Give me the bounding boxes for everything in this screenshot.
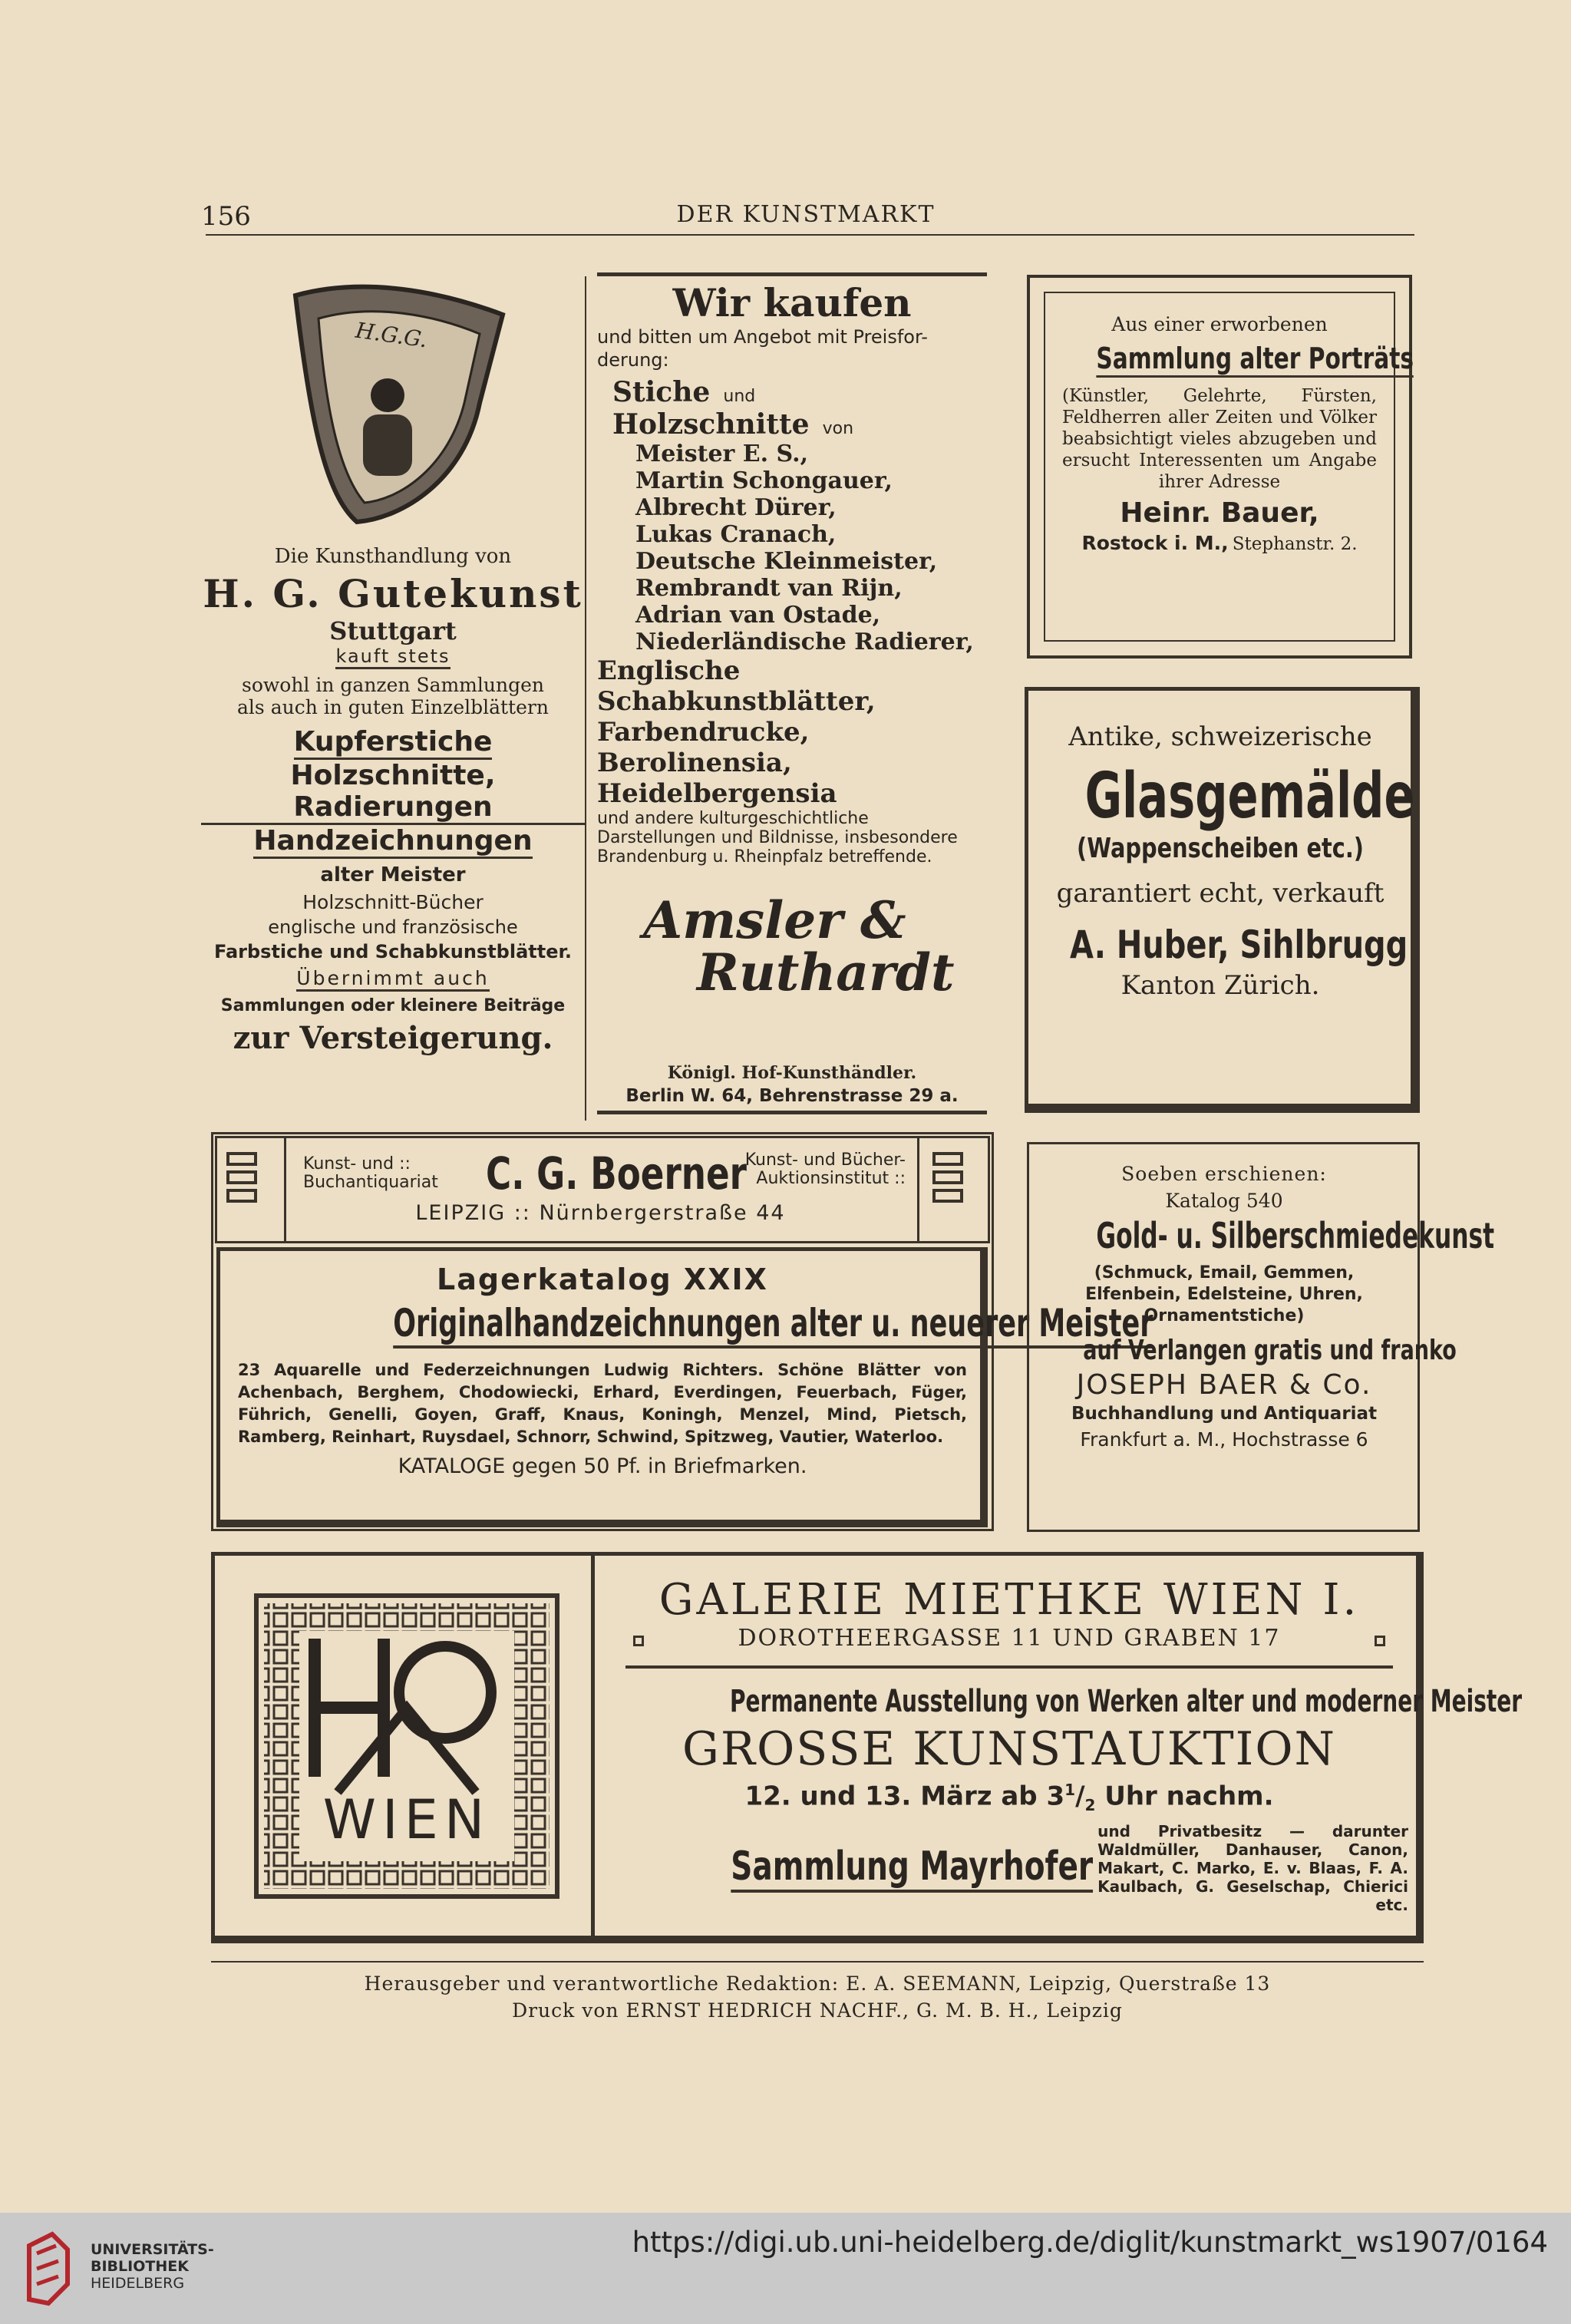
boerner-right-tags [932, 1147, 963, 1207]
gutekunst-handzeichnungen: Handzeichnungen [253, 825, 532, 859]
amsler-master: Martin Schongauer, [635, 467, 893, 494]
amsler-master: Deutsche Kleinmeister, [635, 548, 938, 575]
gutekunst-uebernimmt: Übernimmt auch [296, 967, 489, 992]
library-line3: HEIDELBERG [91, 2275, 185, 2292]
miethke-logo-word: WIEN [322, 1788, 491, 1851]
library-name[interactable] [91, 2241, 214, 2292]
gutekunst-alter-meister: alter Meister [320, 863, 466, 886]
boerner-address: LEIPZIG :: Nürnbergerstraße 44 [415, 1201, 786, 1225]
boerner-tag-icon [932, 1152, 963, 1166]
baer-body: (Schmuck, Email, Gemmen, Elfenbein, Edelsteine, Uhren, Ornamentstiche) [1085, 1263, 1363, 1325]
amsler-logo [643, 890, 965, 1028]
miethke-collection-note: und Privatbesitz — darunter Waldmüller, Danhauser, Canon, Makart, C. Marko, E. v. Blaas, F. A. Kaulbach, G. Geselschap, Chierici etc. [1097, 1822, 1408, 1915]
baer-name: JOSEPH BAER & Co. [1076, 1369, 1372, 1401]
gutekunst-sammlungen: Sammlungen oder kleinere Beiträge [220, 996, 566, 1015]
journal-title: DER KUNSTMARKT [676, 201, 936, 228]
boerner-divider [917, 1136, 919, 1243]
huber-name: A. Huber, Sihlbrugg [1070, 923, 1408, 967]
gutekunst-versteigerung: zur Versteigerung. [233, 1020, 553, 1056]
gutekunst-logo [272, 280, 518, 526]
amsler-bottom-rule [597, 1111, 987, 1114]
column-divider-1 [585, 276, 586, 1121]
amsler-masters [597, 441, 987, 655]
gutekunst-holzschnitte: Holzschnitte, Radierungen [201, 760, 585, 825]
bauer-city: Rostock i. M., [1081, 532, 1229, 554]
amsler-master: Rembrandt van Rijn, [635, 575, 903, 602]
gutekunst-ad [201, 545, 585, 1056]
boerner-tag-icon [932, 1189, 963, 1203]
huber-line2: garantiert echt, verkauft [1056, 878, 1385, 909]
miethke-auction: GROSSE KUNSTAUKTION [682, 1722, 1337, 1776]
library-logo-icon[interactable] [21, 2230, 75, 2307]
amsler-logo-line2: Ruthardt [697, 942, 955, 1002]
amsler-top-rule [597, 272, 987, 276]
miethke-rule [625, 1665, 1393, 1669]
library-line2: BIBLIOTHEK [91, 2258, 189, 2275]
amsler-koenigl: Königl. Hof-Kunsthändler. [667, 1063, 917, 1083]
miethke-collection: Sammlung Mayrhofer [731, 1844, 1093, 1893]
gutekunst-line1: sowohl in ganzen Sammlungen [242, 674, 544, 696]
amsler-more-item: Englische Schabkunstblätter, [597, 655, 876, 717]
amsler-master: Albrecht Dürer, [635, 494, 837, 521]
amsler-more [597, 655, 987, 809]
huber-canton: Kanton Zürich. [1120, 970, 1320, 1001]
gutekunst-line2: als auch in guten Einzelblättern [237, 696, 549, 718]
amsler-master: Niederländische Radierer, [635, 629, 974, 655]
ornament-square-icon [1375, 1636, 1385, 1646]
amsler-address: Berlin W. 64, Behrenstrasse 29 a. [625, 1086, 959, 1106]
gutekunst-kupferstiche: Kupferstiche [294, 726, 493, 760]
boerner-left-label: Kunst- und :: Buchantiquariat [303, 1154, 438, 1192]
miethke-name: GALERIE MIETHKE WIEN I. [658, 1575, 1360, 1625]
huber-title: Glasgemälde [1084, 760, 1415, 833]
ornament-square-icon [633, 1636, 644, 1646]
boerner-tag-icon [932, 1170, 963, 1184]
amsler-tail: und andere kulturgeschichtliche Darstellungen und Bildnisse, insbesondere Brandenburg u. Rheinpfalz betreffende. [597, 809, 958, 867]
gutekunst-name: H. G. Gutekunst [203, 571, 583, 616]
gutekunst-intro: Die Kunsthandlung von [274, 545, 512, 568]
miethke-logo [253, 1593, 560, 1900]
imprint-line2: Druck von ERNST HEDRICH NACHF., G. M. B. H., Leipzig [512, 1999, 1123, 2022]
boerner-right-label: Kunst- und Bücher- Auktionsinstitut :: [744, 1150, 906, 1188]
amsler-stiche: Stiche [612, 376, 711, 408]
baer-trade: Buchhandlung und Antiquariat [1071, 1404, 1378, 1424]
amsler-holzschnitte: Holzschnitte [612, 408, 810, 441]
header-rule [206, 234, 1414, 236]
amsler-von: von [822, 419, 854, 438]
boerner-catalog-body: 23 Aquarelle und Federzeichnungen Ludwig Richters. Schöne Blätter von Achenbach, Berghem, Chodowiecki, Erhard, Everdingen, Feuerbach, Füger, Führich, Genelli, Goyen, Graff, Knaus, Koningh, Menzel, Mind, Pietsch, Ramberg, Reinhart, Ruysdael, Schnorr, Schwind, Spitzweg, Vautier, Waterloo. [238, 1361, 967, 1446]
gutekunst-farbstiche: Farbstiche und Schabkunstblätter. [213, 941, 573, 962]
page-url[interactable]: https://digi.ub.uni-heidelberg.de/diglit/kunstmarkt_ws1907/0164 [632, 2226, 1548, 2259]
huber-line1: Antike, schweizerische [1068, 721, 1372, 752]
miethke-date: 12. und 13. März ab $3^1/_2$ Uhr nachm. [744, 1781, 1274, 1815]
bauer-intro: Aus einer erworbenen [1111, 313, 1328, 335]
amsler-und: und [723, 387, 756, 406]
amsler-title: Wir kaufen [672, 280, 912, 325]
baer-address: Frankfurt a. M., Hochstrasse 6 [1080, 1428, 1368, 1451]
amsler-more-item: Berolinensia, [597, 748, 792, 778]
bauer-name: Heinr. Bauer, [1120, 497, 1319, 529]
miethke-permanent: Permanente Ausstellung von Werken alter und moderner Meister [730, 1684, 1523, 1719]
page-number: 156 [201, 201, 251, 232]
boerner-left-tags [226, 1147, 257, 1207]
miethke-date-den: 2 [1084, 1796, 1096, 1815]
amsler-master: Meister E. S., [635, 441, 809, 467]
gutekunst-englische: englische und französische [268, 916, 518, 938]
boerner-name: C. G. Boerner [486, 1147, 747, 1200]
boerner-tag-icon [226, 1170, 257, 1184]
amsler-intro: und bitten um Angebot mit Preisfor-derung: [597, 326, 928, 371]
baer-title: Gold- u. Silberschmiedekunst [1096, 1215, 1495, 1256]
gutekunst-buys: kauft stets [335, 645, 450, 669]
boerner-catalog-title: Lagerkatalog XXIX [437, 1263, 768, 1296]
miethke-date-post: Uhr nachm. [1095, 1781, 1274, 1812]
amsler-more-item: Heidelbergensia [597, 778, 837, 809]
gutekunst-logo-text: H.G.G. [354, 317, 429, 353]
imprint-rule [211, 1961, 1424, 1963]
huber-sub: (Wappenscheiben etc.) [1077, 833, 1364, 864]
amsler-more-item: Farbendrucke, [597, 717, 810, 748]
amsler-logo-line1: Amsler & [643, 890, 906, 950]
bauer-street: Stephanstr. 2. [1232, 534, 1358, 554]
gutekunst-city: Stuttgart [329, 616, 457, 645]
miethke-date-num: 1 [1064, 1781, 1076, 1799]
boerner-divider [284, 1136, 286, 1243]
baer-intro: Soeben erschienen: [1121, 1163, 1327, 1185]
boerner-tag-icon [226, 1152, 257, 1166]
boerner-tag-icon [226, 1189, 257, 1203]
amsler-master: Adrian van Ostade, [635, 602, 881, 629]
bauer-title: Sammlung alter Porträts [1096, 342, 1414, 378]
boerner-catalog-price: KATALOGE gegen 50 Pf. in Briefmarken. [398, 1454, 807, 1478]
gutekunst-holzschnitt-buecher: Holzschnitt-Bücher [302, 891, 484, 913]
baer-request: auf Verlangen gratis und franko [1083, 1335, 1457, 1366]
bauer-body: (Künstler, Gelehrte, Fürsten, Feldherren aller Zeiten und Völker beabsichtigt vieles abzugeben und ersucht Interessenten um Angabe ihrer Adresse [1062, 386, 1377, 492]
baer-katalog: Katalog 540 [1165, 1190, 1283, 1212]
imprint-line1: Herausgeber und verantwortliche Redaktion: E. A. SEEMANN, Leipzig, Querstraße 13 [364, 1972, 1271, 1995]
miethke-divider [591, 1556, 595, 1936]
miethke-date-pre: 12. und 13. März ab 3 [744, 1781, 1065, 1812]
amsler-master: Lukas Cranach, [635, 521, 837, 548]
amsler-ad [597, 280, 987, 1106]
library-line1: UNIVERSITÄTS- [91, 2241, 214, 2258]
miethke-address: DOROTHEERGASSE 11 UND GRABEN 17 [738, 1625, 1281, 1652]
boerner-catalog-subtitle: Originalhandzeichnungen alter u. neuerer Meister [393, 1301, 1153, 1349]
